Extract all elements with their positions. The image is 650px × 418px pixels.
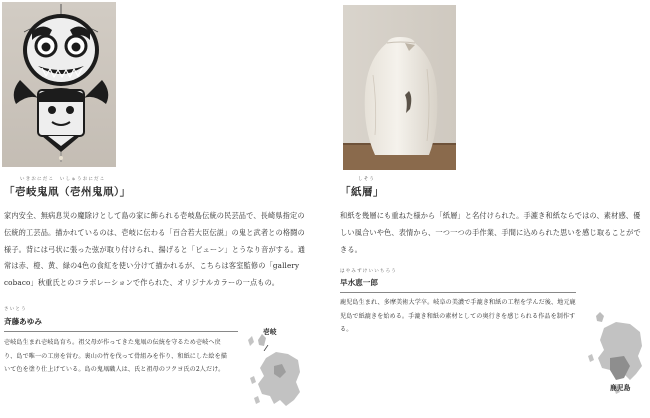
right-divider [340,292,576,293]
right-artist-name: 早水恵一郎 [340,278,378,287]
right-title-ruby: しそう [358,177,376,182]
kagoshima-map-label: 鹿児島 [610,384,631,392]
right-artist-ruby: はやみずけいいちろう [340,269,397,274]
oni-kite-photo [2,2,116,167]
paper-vase-photo [343,5,456,170]
left-artist-ruby: さいとう [4,307,27,312]
left-title-ruby: いきおにだこ いしゅうおにだこ [20,177,106,182]
right-bio: 鹿児島生まれ、多摩美術大学卒。岐阜の美濃で手漉き和紙の工程を学んだ後、地元鹿児島で紙漉きを始める。手漉き和紙の素材としての奥行きを感じられる作品を制作する。 [340,299,576,333]
left-divider [4,331,238,332]
right-title: 「紙層」 [340,186,384,198]
right-description: 和紙を幾層にも重ねた様から「紙層」と名付けられた。手漉き和紙ならではの、素材感、優しい風合いや色、表情から、一つ一つの手作業、手間に込められた思いを感じ取ることができる。 [340,211,641,254]
left-artist-name: 斉藤あゆみ [4,317,42,326]
left-title: 「壱岐鬼凧（壱州鬼凧）」 [4,186,131,198]
left-bio: 壱岐島生まれ壱岐島育ち。祖父母が作ってきた鬼凧の伝統を守るため壱岐へ戻り、島で唯一の工房を営む。裏山の竹を伐って骨組みを作り、和紙にした絵を描いて色を塗り仕上げている。島の鬼凧職人は、氏と祖母のフクヨ氏の2人だけ。 [4,339,227,373]
iki-pointer [262,336,270,342]
iki-map-label: 壱岐 [263,328,277,336]
left-description: 家内安全、無病息災の魔除けとして島の家に飾られる壱岐島伝統の民芸品で、長崎県指定の伝統的工芸品。描かれているのは、壱岐に伝わる「百合若大臣伝説」の鬼と武者との格闘の様子。背には弓状に張った弦が取り付けられ、揚げると「ビューン」とうなり音がする。通常は赤、橙、黄、緑の4色の食紅を使い分けて描かれるが、こちらは客室監修の「gallery cobaco」秋重氏とのコラボレーションで作られた、オリジナルカラーの一点もの。 [4,211,306,288]
